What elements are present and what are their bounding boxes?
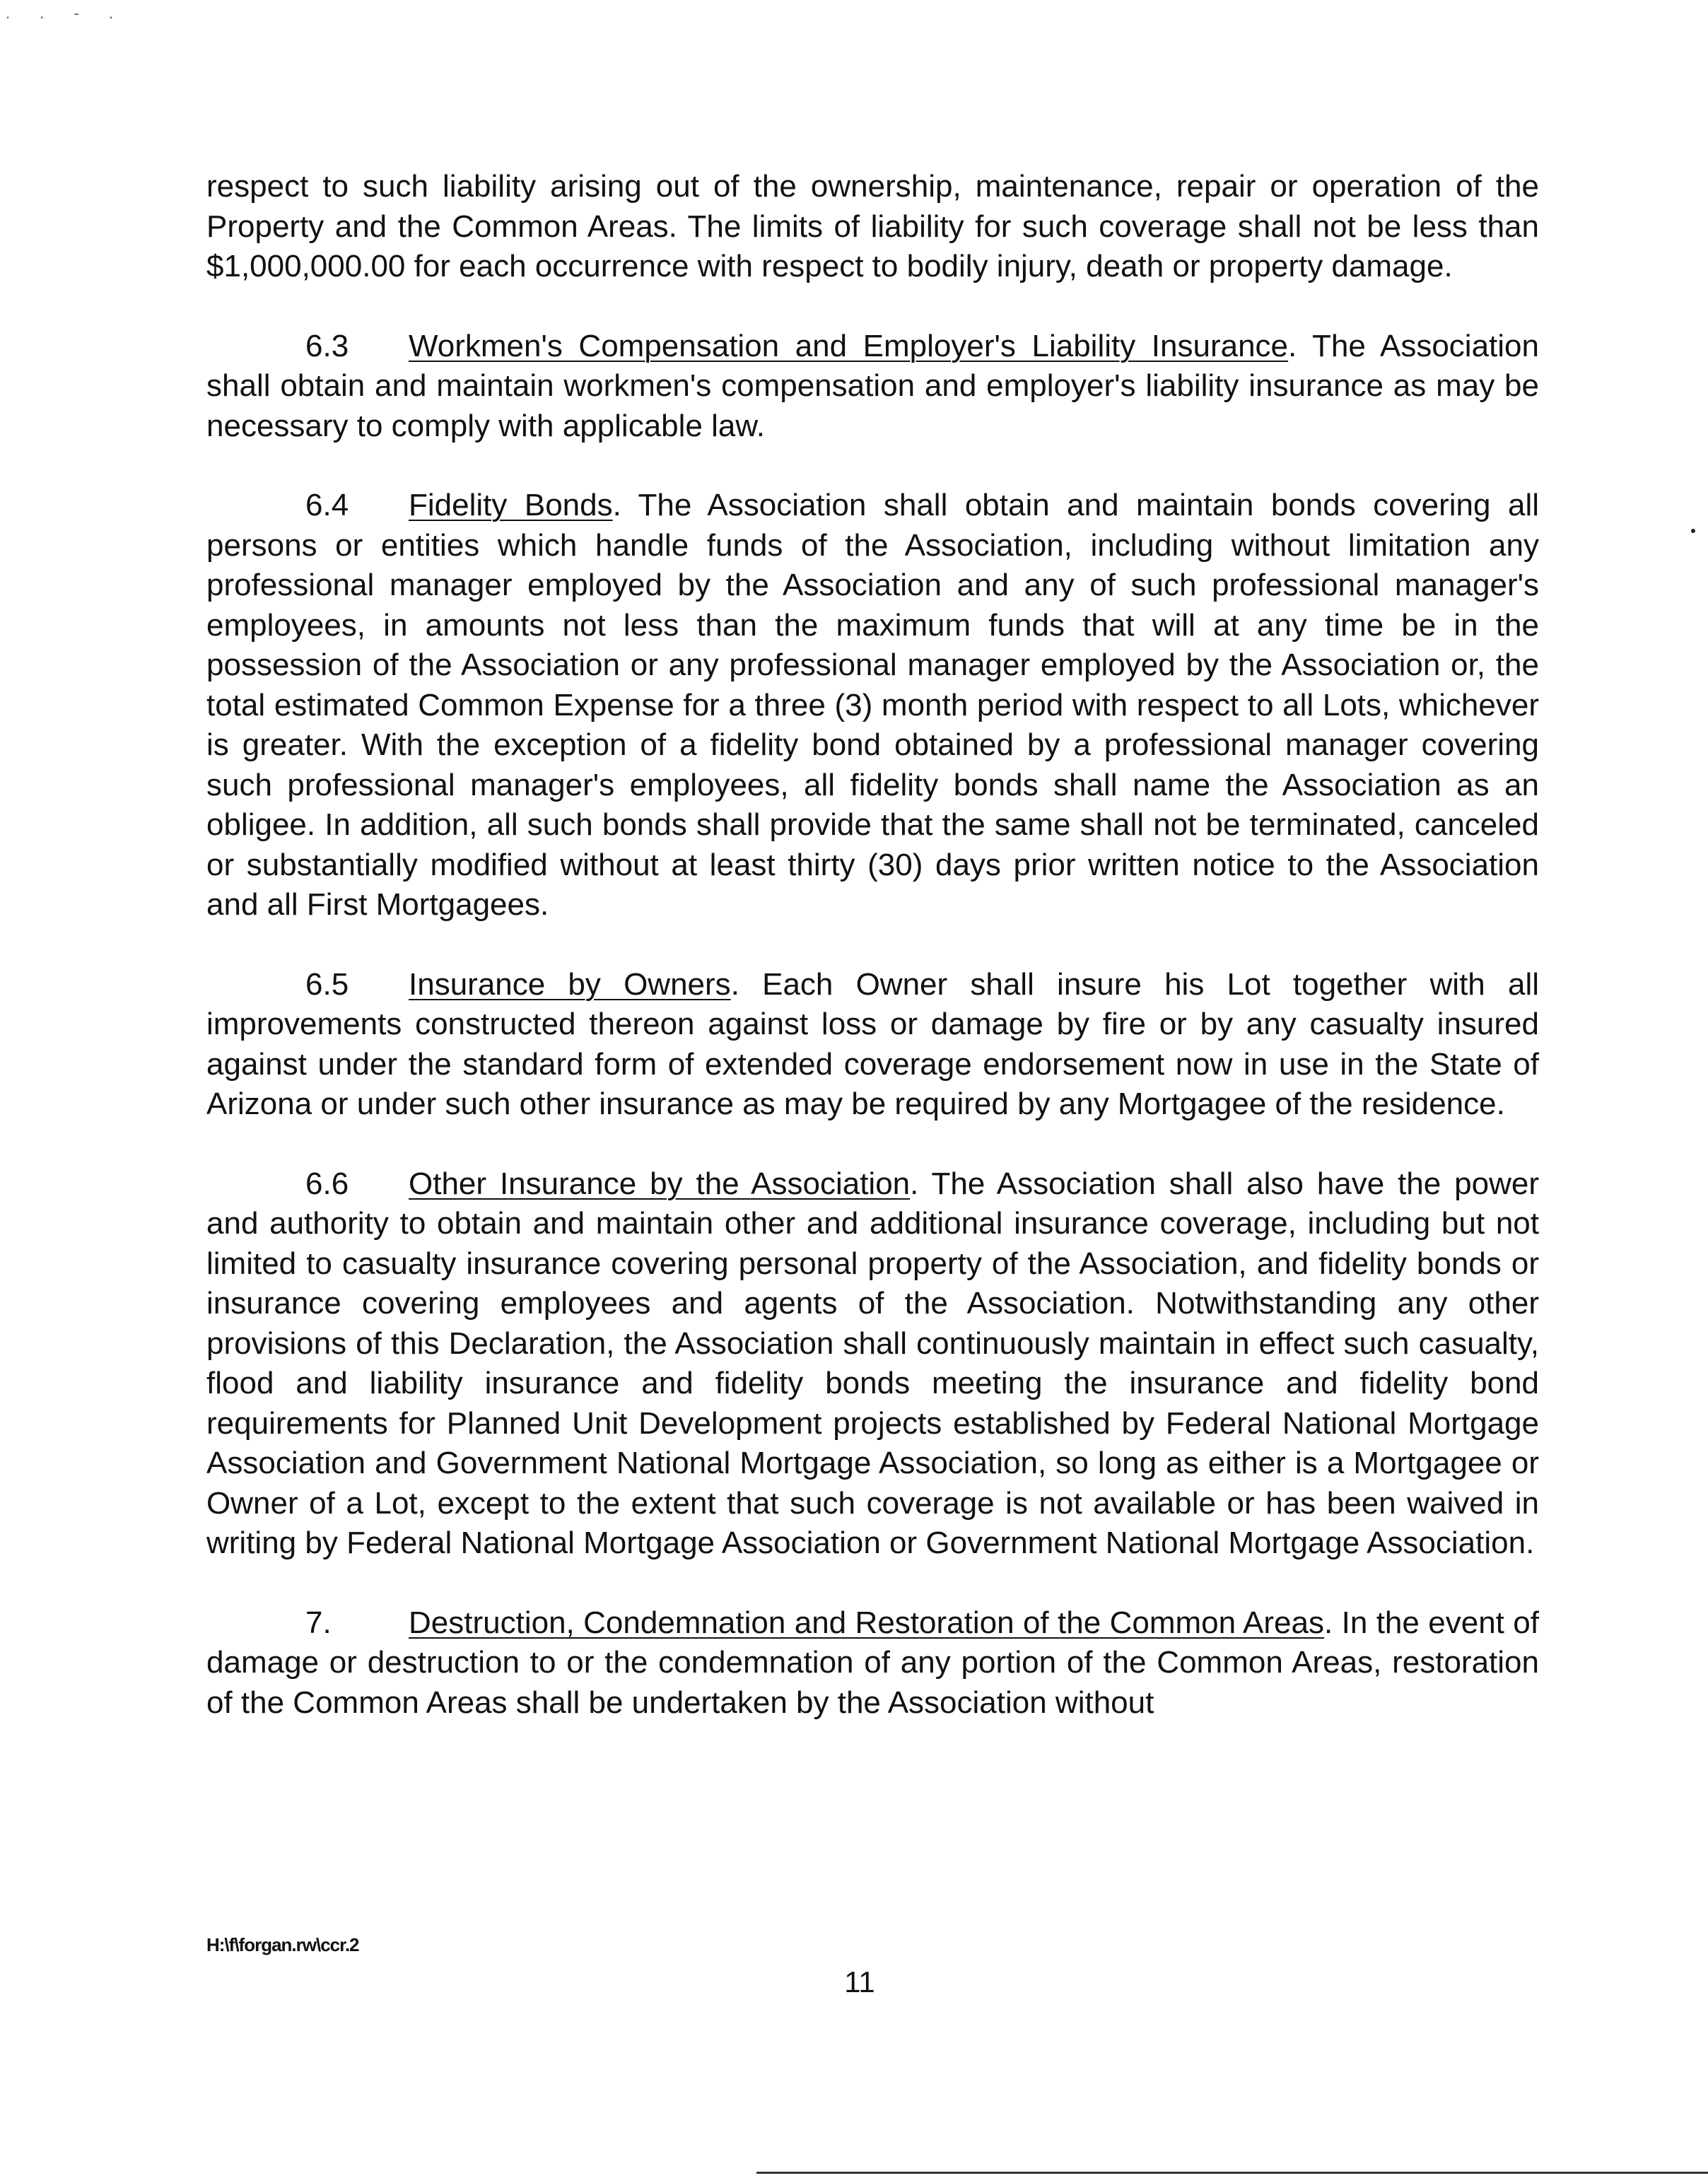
paragraph-continuation (206, 167, 1539, 287)
section-6-3 (206, 327, 1539, 447)
section-number: 6.5 (305, 966, 349, 1002)
document-body (206, 167, 1539, 1723)
page-number: 11 (844, 1965, 875, 1998)
section-text: . The Association shall obtain and maintain bonds covering all persons or entities which handle funds of the Association, including without limitation any professional manager employed by the Association and any of such professional manager's employees, in amounts not less than the maximum funds that will at any time be in the possession of the Association or any professional manager employed by the Association or, the total estimated Common Expense for a three (3) month period with respect to all Lots, whichever is greater. With the exception of a fidelity bond obtained by a professional manager covering such professional manager's employees, all fidelity bonds shall name the Association as an obligee. In addition, all such bonds shall provide that the same shall not be terminated, canceled or substantially modified without at least thirty (30) days prior written notice to the Association and all First Mortgagees. (206, 488, 1539, 922)
section-heading: Fidelity Bonds (409, 488, 613, 522)
scan-artifact-marks: . . - . (6, 4, 126, 22)
bottom-edge-line (756, 2172, 1708, 2174)
section-6-4 (206, 486, 1539, 925)
section-number: 7. (305, 1605, 332, 1640)
section-number: 6.3 (305, 328, 349, 363)
section-heading: Destruction, Condemnation and Restoration of the Common Areas (409, 1605, 1324, 1640)
paragraph-text: respect to such liability arising out of the ownership, maintenance, repair or operation of the Property and the Common Areas. The limits of liability for such coverage shall not be less than $1,000,000.00 for each occurrence with respect to bodily injury, death or property damage. (206, 169, 1539, 283)
section-heading: Insurance by Owners (409, 966, 731, 1002)
section-number: 6.6 (305, 1166, 349, 1201)
section-heading: Other Insurance by the Association (409, 1166, 911, 1201)
section-6-5 (206, 965, 1539, 1125)
section-text: . The Association shall also have the power and authority to obtain and maintain other and additional insurance coverage, including but not limited to casualty insurance covering personal property of the Association, and fidelity bonds or insurance covering employees and agents of the Association. Notwithstanding any other provisions of this Declaration, the Association shall continuously maintain in effect such casualty, flood and liability insurance and fidelity bonds meeting the insurance and fidelity bond requirements for Planned Unit Development projects established by Federal National Mortgage Association and Government National Mortgage Association, so long as either is a Mortgagee or Owner of a Lot, except to the extent that such coverage is not available or has been waived in writing by Federal National Mortgage Association or Government National Mortgage Association. (206, 1166, 1540, 1560)
file-reference: H:\f\forgan.rw\ccr.2 (206, 1934, 359, 1955)
section-text: . In the event of damage or destruction to or the condemnation of any portion of the Common Areas, restoration of the Common Areas shall be undertaken by the Association without (206, 1605, 1539, 1720)
scan-margin-dot (1691, 529, 1695, 533)
section-text: . The Association shall obtain and maintain workmen's compensation and employer's liability insurance as may be necessary to comply with applicable law. (206, 328, 1539, 443)
section-text: . Each Owner shall insure his Lot together with all improvements constructed thereon against loss or damage by fire or by any casualty insured against under the standard form of extended coverage endorsement now in use in the State of Arizona or under such other insurance as may be required by any Mortgagee of the residence. (206, 966, 1539, 1121)
section-heading: Workmen's Compensation and Employer's Liability Insurance (409, 328, 1289, 363)
section-6-6 (206, 1164, 1539, 1564)
section-7 (206, 1603, 1539, 1723)
section-number: 6.4 (305, 488, 349, 522)
